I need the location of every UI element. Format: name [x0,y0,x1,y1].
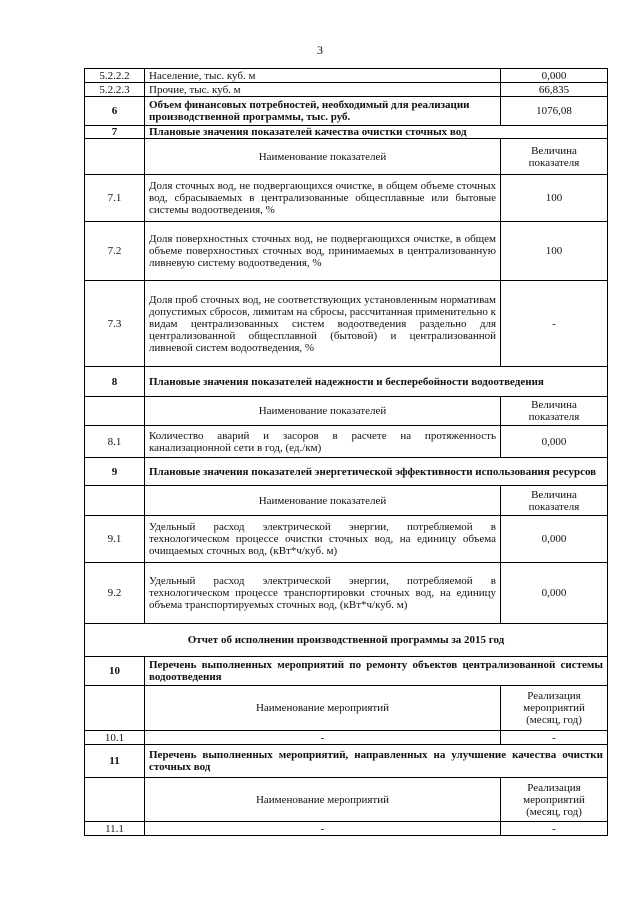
program-table-body [85,69,608,836]
row-text: Доля поверхностных сточных вод, не подвергающихся очистке, в общем объеме поверхностных сточных вод, принимаемых в централизованную ливневую систему водоотведения, % [145,222,501,281]
section-row [85,657,608,686]
report-title-row [85,624,608,657]
table-row [85,822,608,836]
section-title: Перечень выполненных мероприятий по ремонту объектов централизованной системы водоотведения [145,657,608,686]
row-value: 0,000 [501,563,608,624]
row-text: Доля проб сточных вод, не соответствующих установленным нормативам допустимых сбросов, лимитам на сбросы, рассчитанная применительно к видам централизованных систем водоотведения раздельно для централизованной общесплавной (бытовой) и централизованной ливневой систем водоотведения, % [145,281,501,367]
column-header-name: Наименование мероприятий [145,778,501,822]
column-header-name: Наименование показателей [145,397,501,426]
row-value: 0,000 [501,426,608,458]
section-row [85,745,608,778]
section-row [85,367,608,397]
row-number: 5.2.2.2 [85,69,145,83]
section-number: 11 [85,745,145,778]
column-header-row [85,397,608,426]
row-value: 100 [501,175,608,222]
row-text: - [145,731,501,745]
report-title: Отчет об исполнении производственной программы за 2015 год [85,624,608,657]
row-number: 5.2.2.3 [85,83,145,97]
row-value: - [501,281,608,367]
section-title: Плановые значения показателей энергетической эффективности использования ресурсов [145,458,608,486]
row-number: 7.2 [85,222,145,281]
column-header-value: Реализация мероприятий (месяц, год) [501,686,608,731]
row-number: 10.1 [85,731,145,745]
row-value: 66,835 [501,83,608,97]
column-header-row [85,486,608,516]
row-number: 7.3 [85,281,145,367]
row-number: 8.1 [85,426,145,458]
column-header-value: Реализация мероприятий (месяц, год) [501,778,608,822]
row-value: 0,000 [501,516,608,563]
row-text: Удельный расход электрической энергии, потребляемой в технологическом процессе транспортировки сточных вод, на единицу объема транспортируемых сточных вод, (кВт*ч/куб. м) [145,563,501,624]
section-number: 10 [85,657,145,686]
row-text: Доля сточных вод, не подвергающихся очистке, в общем объеме сточных вод, сбрасываемых в централизованные общесплавные или бытовые системы водоотведения, % [145,175,501,222]
column-header-name: Наименование показателей [145,139,501,175]
section-number: 9 [85,458,145,486]
table-row [85,563,608,624]
column-header-row [85,139,608,175]
section-row [85,126,608,139]
section-row [85,458,608,486]
column-header-value: Величина показателя [501,397,608,426]
column-header-row [85,686,608,731]
table-row [85,731,608,745]
page-number: 3 [317,43,323,57]
row-text: - [145,822,501,836]
row-value: 1076,08 [501,97,608,126]
section-title: Плановые значения показателей качества очистки сточных вод [145,126,608,139]
row-number: 9.2 [85,563,145,624]
section-title: Объем финансовых потребностей, необходимый для реализации производственной программы, тыс. руб. [145,97,501,126]
column-header-value: Величина показателя [501,486,608,516]
row-number: 11.1 [85,822,145,836]
row-text: Население, тыс. куб. м [145,69,501,83]
section-number: 8 [85,367,145,397]
table-row [85,222,608,281]
table-row [85,516,608,563]
row-value: - [501,822,608,836]
row-number: 7.1 [85,175,145,222]
table-row [85,281,608,367]
row-value: - [501,731,608,745]
row-text: Прочие, тыс. куб. м [145,83,501,97]
row-value: 0,000 [501,69,608,83]
program-table [84,68,608,836]
table-row [85,426,608,458]
section-number: 7 [85,126,145,139]
row-text: Количество аварий и засоров в расчете на протяженность канализационной сети в год, (ед./км) [145,426,501,458]
section-number: 6 [85,97,145,126]
column-header-name: Наименование мероприятий [145,686,501,731]
section-title: Плановые значения показателей надежности и бесперебойности водоотведения [145,367,608,397]
table-row [85,97,608,126]
column-header-value: Величина показателя [501,139,608,175]
row-text: Удельный расход электрической энергии, потребляемой в технологическом процессе очистки сточных вод, на единицу объема очищаемых сточных вод, (кВт*ч/куб. м) [145,516,501,563]
column-header-row [85,778,608,822]
table-row [85,175,608,222]
table-row [85,83,608,97]
row-number: 9.1 [85,516,145,563]
row-value: 100 [501,222,608,281]
section-title: Перечень выполненных мероприятий, направленных на улучшение качества очистки сточных вод [145,745,608,778]
column-header-name: Наименование показателей [145,486,501,516]
table-row [85,69,608,83]
